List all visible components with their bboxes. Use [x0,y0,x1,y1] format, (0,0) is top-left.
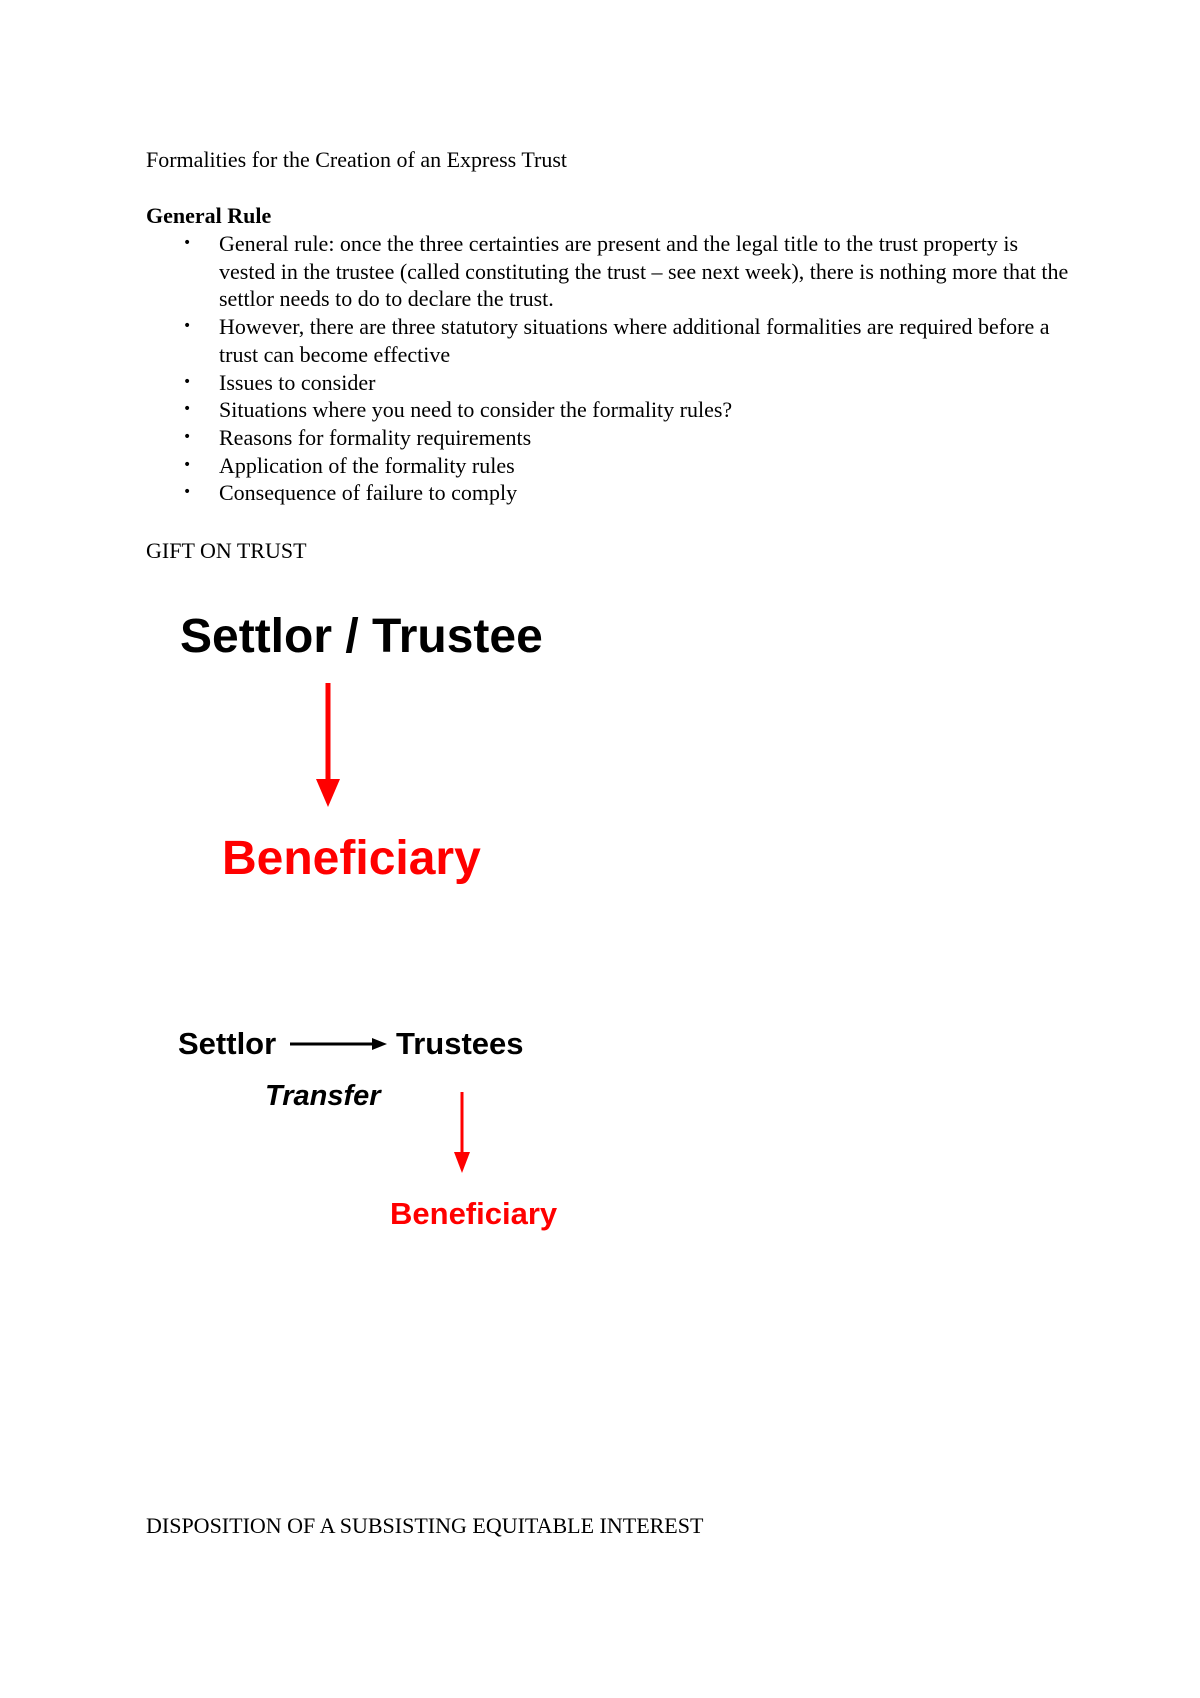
bullet-icon: • [183,484,192,501]
disposition-heading: DISPOSITION OF A SUBSISTING EQUITABLE INTEREST [146,1513,704,1538]
bullet-icon: • [183,428,192,445]
list-item-text: Situations where you need to consider the formality rules? [219,397,733,423]
down-arrow-icon [452,1092,472,1174]
list-item [146,230,1076,313]
diagram1-beneficiary-label: Beneficiary [222,832,481,885]
general-rule-list [146,230,1076,507]
gift-on-trust-heading: GIFT ON TRUST [146,538,307,563]
diagram2-beneficiary-label: Beneficiary [390,1196,558,1231]
bullet-icon: • [183,456,192,473]
list-item [146,479,1076,507]
diagram1-settlor-trustee-label: Settlor / Trustee [180,610,543,663]
list-item [146,396,1076,424]
diagram2-settlor-label: Settlor [178,1026,277,1061]
list-item [146,313,1076,368]
bullet-icon: • [183,401,192,418]
list-item-text: General rule: once the three certainties are present and the legal title to the trust property is vested in the trustee (called constituting the trust – see next week), there is nothing more that the settlor needs to do to declare the trust. [219,231,1069,312]
list-item-text: Issues to consider [219,369,376,395]
list-item [146,424,1076,452]
list-item-text: Application of the formality rules [219,452,515,478]
document-title: Formalities for the Creation of an Express Trust [146,147,568,172]
list-item [146,452,1076,480]
list-item-text: However, there are three statutory situations where additional formalities are required before a trust can become effective [219,314,1050,367]
list-item-text: Reasons for formality requirements [219,424,532,450]
list-item-text: Consequence of failure to comply [219,480,518,506]
bullet-icon: • [183,318,192,335]
bullet-icon: • [183,235,192,251]
list-item [146,369,1076,397]
right-arrow-icon [290,1036,388,1052]
down-arrow-icon [313,683,343,809]
general-rule-heading: General Rule [146,203,272,228]
diagram2-transfer-label: Transfer [265,1080,381,1112]
diagram2-trustees-label: Trustees [396,1026,524,1061]
bullet-icon: • [183,373,192,390]
